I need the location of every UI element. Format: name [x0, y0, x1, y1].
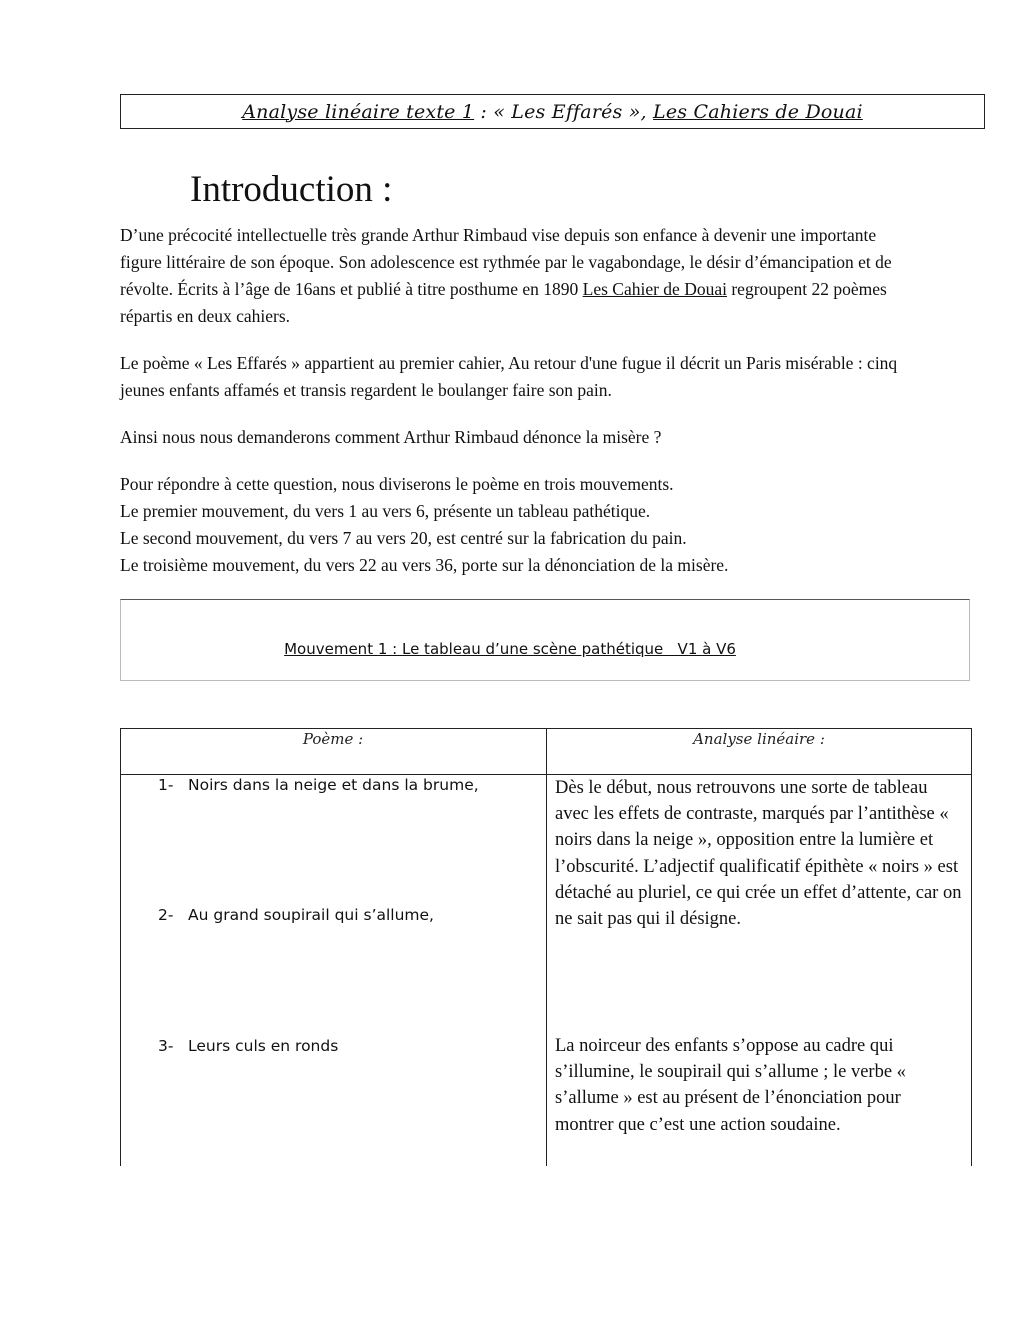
- column-header-poem: Poème :: [302, 730, 364, 748]
- verse-line: [158, 776, 479, 794]
- verse-text: Noirs dans la neige et dans la brume,: [188, 776, 479, 794]
- verse-text: Leurs culs en ronds: [188, 1037, 339, 1055]
- verse-number: 3-: [158, 1037, 174, 1055]
- introduction-heading: Introduction :: [190, 169, 393, 210]
- plan-line: Le second mouvement, du vers 7 au vers 20, est centré sur la fabrication du pain.: [120, 528, 687, 548]
- intro-p1-book-title: Les Cahier de Douai: [582, 279, 727, 299]
- table-border: [971, 728, 972, 1166]
- table-border: [120, 728, 121, 1166]
- analysis-paragraph: Dès le début, nous retrouvons une sorte de tableau avec les effets de contraste, marqués par l’antithèse « noirs dans la neige », opposition entre la lumière et l’obscurité. L’adjectif qualificatif épithète « noirs » est détaché au pluriel, ce qui crée un effet d’attente, car on ne sait pas qui il désigne.: [555, 778, 962, 930]
- title-part2: Les Cahiers de Douai: [653, 100, 863, 123]
- plan-paragraph: [120, 471, 900, 579]
- title-separator: : « Les Effarés »,: [474, 100, 654, 123]
- verse-line: [158, 906, 434, 924]
- title-part1: Analyse linéaire texte 1: [242, 100, 475, 123]
- verse-text: Au grand soupirail qui s’allume,: [188, 906, 434, 924]
- intro-p1-text-b: regroupent 22 poèmes répartis en deux cahiers.: [120, 279, 887, 326]
- plan-line: Le premier mouvement, du vers 1 au vers 6, présente un tableau pathétique.: [120, 501, 651, 521]
- problematic-paragraph: Ainsi nous nous demanderons comment Arthur Rimbaud dénonce la misère ?: [120, 427, 662, 447]
- plan-line: Le troisième mouvement, du vers 22 au vers 36, porte sur la dénonciation de la misère.: [120, 555, 729, 575]
- document-title: [120, 94, 985, 129]
- movement-title: Mouvement 1 : Le tableau d’une scène pathétique V1 à V6: [284, 640, 736, 658]
- verse-number: 1-: [158, 776, 174, 794]
- analysis-paragraph: La noirceur des enfants s’oppose au cadre qui s’illumine, le soupirail qui s’allume ; le verbe « s’allume » est au présent de l’énonciation pour montrer que c’est une action soudaine.: [555, 1036, 906, 1135]
- analysis-table: [120, 728, 972, 1166]
- intro-paragraph-1: [120, 222, 900, 330]
- intro-p1-text-a: D’une précocité intellectuelle très grande Arthur Rimbaud vise depuis son enfance à devenir une importante figure littéraire de son époque. Son adolescence est rythmée par le vagabondage, le désir d’émancipation et de révolte. Écrits à l’âge de 16ans et publié à titre posthume en 1890: [120, 225, 892, 299]
- intro-paragraph-2: Le poème « Les Effarés » appartient au premier cahier, Au retour d'une fugue il décrit un Paris misérable : cinq jeunes enfants affamés et transis regardent le boulanger faire son pain.: [120, 353, 898, 400]
- verse-line: [158, 1037, 338, 1055]
- column-header-analysis: Analyse linéaire :: [693, 730, 825, 748]
- table-column-divider: [546, 728, 547, 1166]
- plan-line: Pour répondre à cette question, nous diviserons le poème en trois mouvements.: [120, 474, 674, 494]
- verse-number: 2-: [158, 906, 174, 924]
